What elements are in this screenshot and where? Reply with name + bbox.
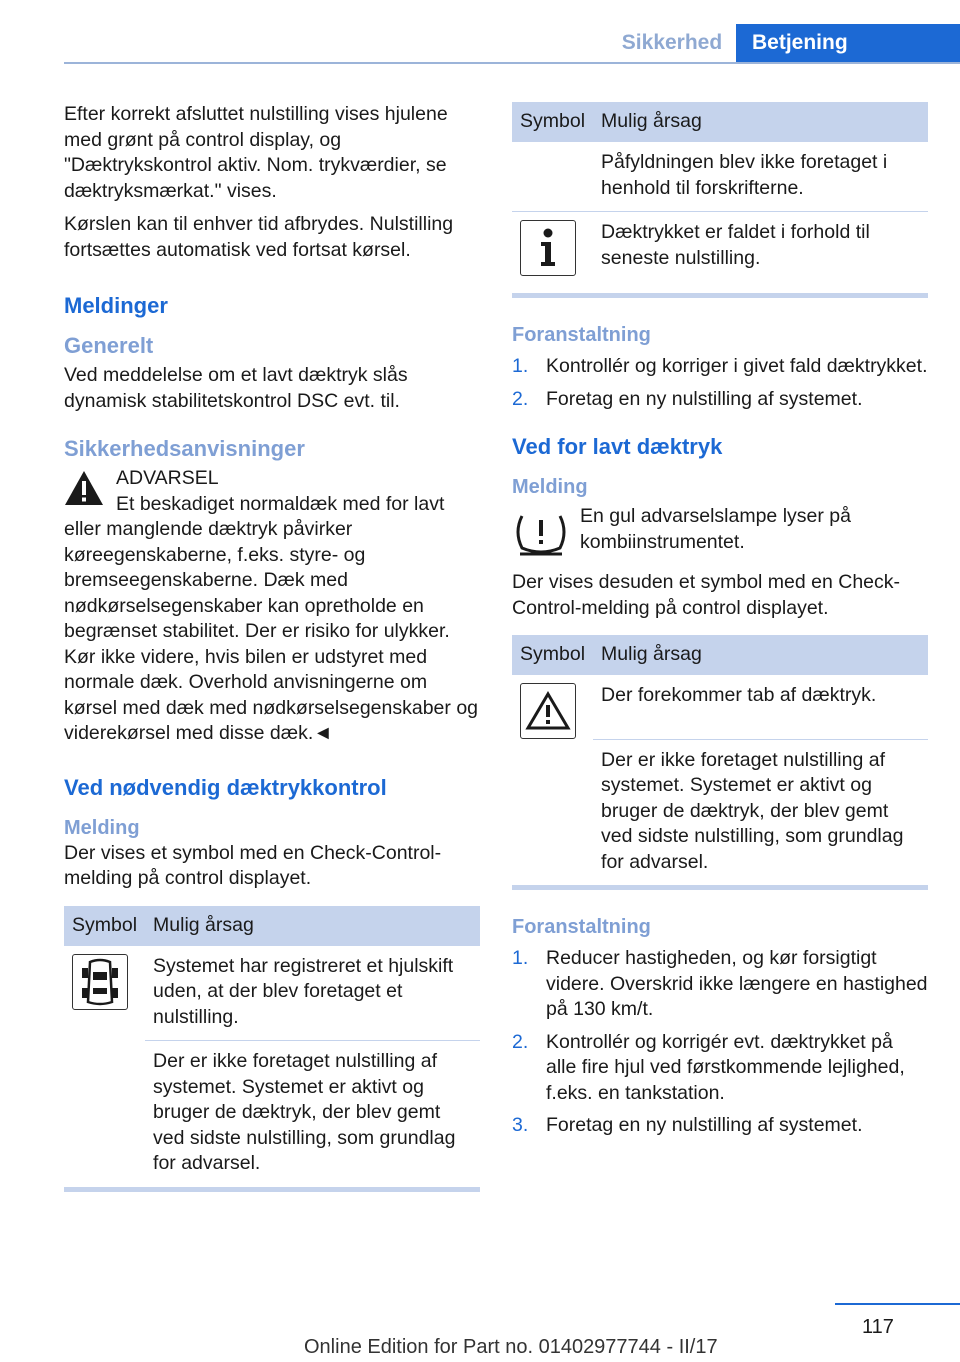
table-row: Der er ikke foretaget nulstilling af systemet. Systemet er aktivt og bruger de dæktryk, der blev gemt ved sidste nulstilling, som grundlag for advarsel. xyxy=(593,739,928,885)
heading-foranstaltning-2: Foranstaltning xyxy=(512,916,651,938)
col-mulig-aarsag: Mulig årsag xyxy=(593,635,928,675)
header-divider xyxy=(64,62,960,64)
table-row: Påfyldningen blev ikke foretaget i henhold til forskrifterne. xyxy=(601,151,888,199)
warning-text: Et beskadiget normaldæk med for lavt eller manglende dæktryk påvirker køreegenskaberne, f.eks. styre- og bremseegenskaberne. Dæk med nødkørselsegenskaber kan opretholde en begrænset stabilitet. Der er risiko for ulykker. Kør ikke videre, hvis bilen er udstyret med normale dæk. Overhold anvisningerne om kørsel med dæk med nødkørselsegenskaber og viderekørsel med disse dæk.◄ xyxy=(64,492,479,744)
table-end-rule xyxy=(512,885,928,890)
car-wheels-icon xyxy=(72,954,128,1010)
edition-footer: Online Edition for Part no. 01402977744 - II/17 xyxy=(304,1336,718,1358)
heading-noedvendig-kontrol: Ved nødvendig dæktrykkontrol xyxy=(64,774,387,800)
list-item: 3. Foretag en ny nulstilling af systemet. xyxy=(512,1114,863,1136)
symbol-table-right-2 xyxy=(512,635,928,885)
list-item: 2. Foretag en ny nulstilling af systemet. xyxy=(512,387,863,410)
symbol-table-right-1 xyxy=(512,102,928,281)
col-mulig-aarsag: Mulig årsag xyxy=(145,906,480,946)
left-column xyxy=(64,102,480,1192)
heading-melding: Melding xyxy=(512,476,588,498)
warning-title: ADVARSEL xyxy=(116,467,219,489)
list-item: 1. Reducer hastigheden, og kør forsigtigt videre. Overskrid ikke længere en hastighed på 130 km/t. xyxy=(512,947,928,1020)
table-end-rule xyxy=(64,1187,480,1192)
info-icon xyxy=(520,220,576,276)
paragraph-generelt: Ved meddelelse om et lavt dæktryk slås dynamisk stabilitetskontrol DSC evt. til. xyxy=(64,364,408,412)
heading-generelt: Generelt xyxy=(64,333,154,358)
col-symbol: Symbol xyxy=(512,102,593,142)
warning-block xyxy=(64,466,480,492)
paragraph-interrupt: Kørslen kan til enhver tid afbrydes. Nulstilling fortsættes automatisk ved fortsat kørsel. xyxy=(64,213,454,261)
paragraph-check-control: Der vises et symbol med en Check-Control-melding på control displayet. xyxy=(64,841,442,889)
col-symbol: Symbol xyxy=(64,906,145,946)
steps-list-2 xyxy=(512,946,928,1139)
table-row: Dæktrykket er faldet i forhold til seneste nulstilling. xyxy=(593,212,928,282)
heading-meldinger: Meldinger xyxy=(64,293,168,318)
paragraph-warning-lamp: En gul advarselslampe lyser på kombiinstrumentet. xyxy=(580,505,851,553)
steps-list-1 xyxy=(512,354,928,412)
col-symbol: Symbol xyxy=(512,635,593,675)
page-number-rule xyxy=(835,1303,960,1305)
heading-lavt-daektryk: Ved for lavt dæktryk xyxy=(512,434,723,459)
table-row: Systemet har registreret et hjulskift uden, at der blev foretaget et nulstilling. xyxy=(153,954,454,1028)
indicator-block xyxy=(512,504,928,566)
tab-sikkerhed[interactable]: Sikkerhed xyxy=(621,31,723,54)
table-end-rule xyxy=(512,293,928,298)
paragraph-check-control: Der vises desuden et symbol med en Check-Control-melding på control displayet. xyxy=(512,571,901,619)
heading-sikkerhedsanvisninger: Sikkerhedsanvisninger xyxy=(64,436,305,461)
list-item: 2. Kontrollér og korrigér evt. dæktrykket på alle fire hjul ved førstkommende lejlighed, f.eks. en tankstation. xyxy=(512,1030,905,1104)
list-item: 1. Kontrollér og korriger i givet fald dæktrykket. xyxy=(512,355,928,377)
warning-triangle-outline-icon xyxy=(520,683,576,739)
page-number: 117 xyxy=(862,1316,894,1338)
table-row: Der forekommer tab af dæktryk. xyxy=(601,684,877,706)
table-row: Der er ikke foretaget nulstilling af systemet. Systemet er aktivt og bruger de dæktryk, der blev gemt ved sidste nulstilling, som grundlag for advarsel. xyxy=(145,1041,480,1187)
symbol-table-left xyxy=(64,906,480,1187)
heading-foranstaltning-1: Foranstaltning xyxy=(512,324,651,346)
tire-pressure-warning-icon xyxy=(512,504,570,562)
page-header xyxy=(0,24,960,62)
col-mulig-aarsag: Mulig årsag xyxy=(593,102,928,142)
tab-betjening[interactable]: Betjening xyxy=(736,24,960,62)
right-column xyxy=(512,102,928,1146)
heading-melding: Melding xyxy=(64,816,140,839)
paragraph-reset-complete: Efter korrekt afsluttet nulstilling vises hjulene med grønt på control display, og "Dæktrykskontrol aktiv. Nom. trykværdier, se dæktryksmærkat." vises. xyxy=(64,103,448,202)
warning-triangle-icon xyxy=(64,470,104,506)
